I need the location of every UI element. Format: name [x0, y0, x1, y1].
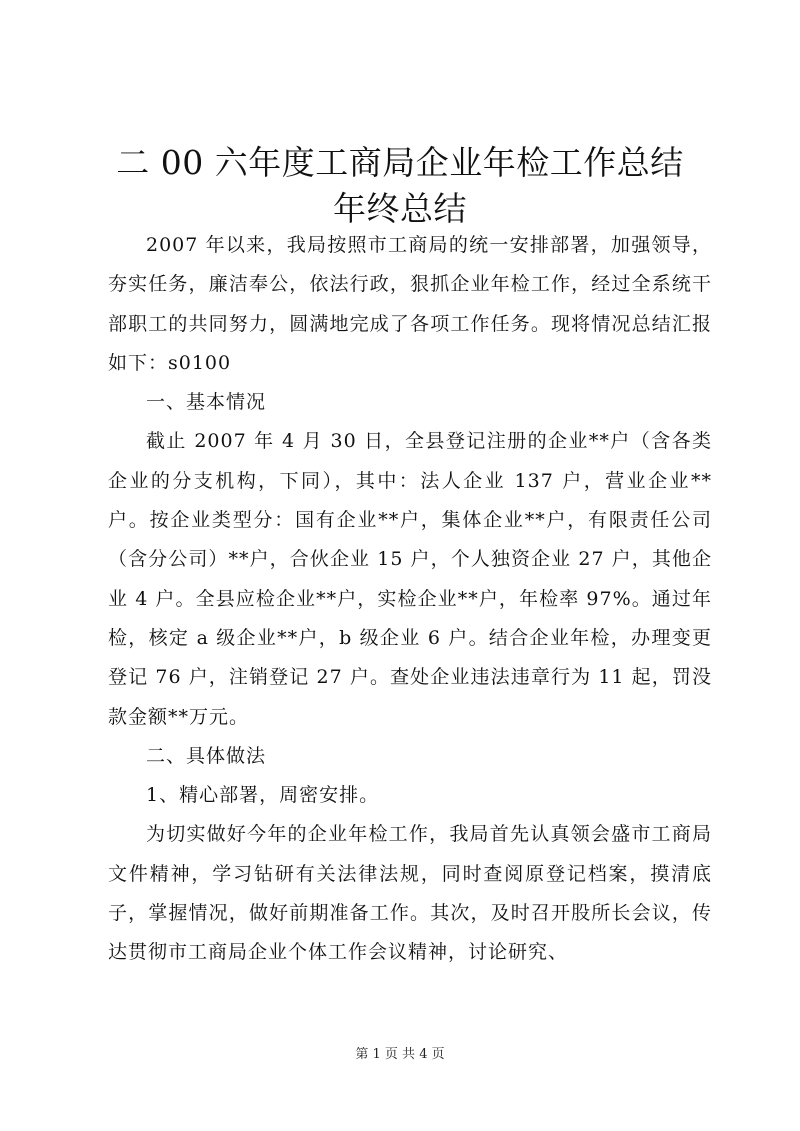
paragraph-deployment: 为切实做好今年的企业年检工作，我局首先认真领会盛市工商局文件精神，学习钻研有关法律法规，同时查阅原登记档案，摸清底子，掌握情况，做好前期准备工作。其次，及时召开股所长会议，传达贯彻市工商局企业个体工作会议精神，讨论研究、 — [108, 823, 712, 964]
subsection-heading-deployment: 1、精心部署，周密安排。 — [146, 784, 380, 807]
document-body — [108, 226, 712, 973]
page-footer: 第 1 页 共 4 页 — [355, 1047, 445, 1062]
paragraph-intro: 2007 年以来，我局按照市工商局的统一安排部署，加强领导，夯实任务，廉洁奉公，依法行政，狠抓企业年检工作，经过全系统干部职工的共同努力，圆满地完成了各项工作任务。现将情况总结汇报如下：s0100 — [108, 234, 712, 374]
section-heading-specific-practices: 二、具体做法 — [146, 744, 267, 767]
section-heading-basic-situation: 一、基本情况 — [146, 391, 267, 414]
paragraph-basic-situation: 截止 2007 年 4 月 30 日，全县登记注册的企业**户（含各类企业的分支机构，下同），其中：法人企业 137 户，营业企业**户。按企业类型分：国有企业**户，集体企业**户，有限责任公司（含分公司）**户，合伙企业 15 户，个人独资企业 27 户，其他企业 4 户。全县应检企业**户，实检企业**户，年检率 97%。通过年检，核定 a 级企业**户，b 级企业 6 户。结合企业年检，办理变更登记 76 户，注销登记 27 户。查处企业违法违章行为 11 起，罚没款金额**万元。 — [108, 430, 712, 728]
document-title: 二 00 六年度工商局企业年检工作总结年终总结 — [116, 143, 684, 228]
